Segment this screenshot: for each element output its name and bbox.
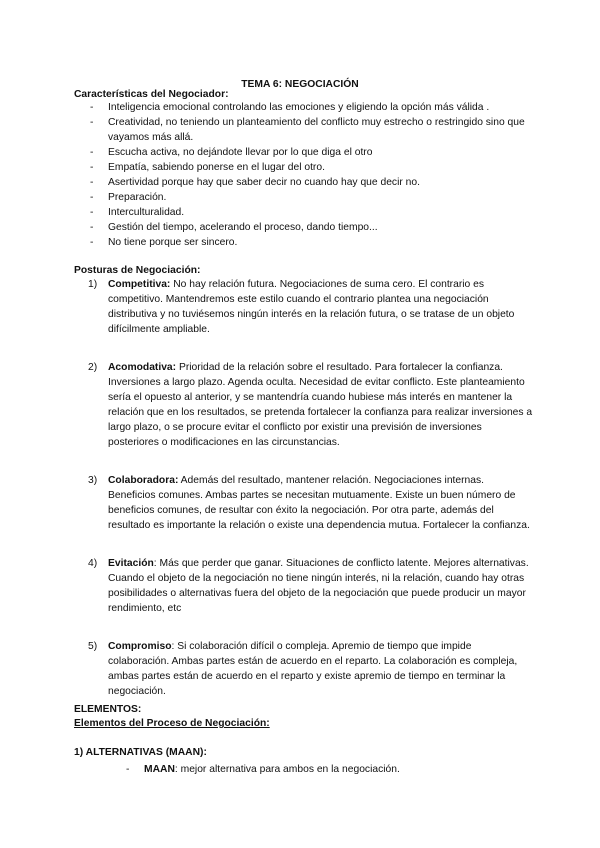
page-title: TEMA 6: NEGOCIACIÓN [241,79,359,90]
elementos-heading: ELEMENTOS: [74,704,142,715]
list-item: - No tiene porque ser sincero. [74,235,554,250]
posture-item [74,360,534,450]
maan-dash: - [126,764,130,775]
posture-label: Compromiso [108,641,172,652]
list-item: - Empatía, sabiendo ponerse en el lugar del otro. [74,160,554,175]
list-item: - Inteligencia emocional controlando las emociones y eligiendo la opción más válida . [74,100,554,115]
list-item: - Interculturalidad. [74,205,554,220]
posture-text: : Si colaboración difícil o compleja. Apremio de tiempo que impide colaboración. Ambas partes están de acuerdo en el reparto. La colaboración es compleja, ambas partes están de acuerdo en el reparto y existe apremio de tiempo en terminar la negociación. [108,641,518,697]
posture-label: Acomodativa: [108,362,177,373]
posture-number: 2) [88,362,98,373]
posture-text: Además del resultado, mantener relación. Negociaciones internas. Beneficios comunes. Ambas partes se necesitan mutuamente. Existe un buen número de beneficios comunes, de resultar con éxito la negociación. Por otra parte, además del resultado es importante la relación o existe una dependencia mutua. Fortalecer la confianza. [108,475,530,531]
posture-item [74,639,534,699]
posture-item [74,556,534,616]
list-item: - Creatividad, no teniendo un planteamiento del conflicto muy estrecho o restringido sino que vayamos más allá. [74,115,554,145]
posture-label: Competitiva: [108,279,171,290]
maan-label: MAAN [144,764,175,775]
caracteristicas-heading: Características del Negociador: [74,89,229,100]
posture-label: Colaboradora: [108,475,179,486]
list-item: - Preparación. [74,190,554,205]
posture-number: 3) [88,475,98,486]
posture-text: : Más que perder que ganar. Situaciones de conflicto latente. Mejores alternativas. Cuando el objeto de la negociación no tiene ningún interés, ni la relación, cuando hay otras posibilidades o alternativas fuera del objeto de la negociación que puede producir un mayor rendimiento, etc [108,558,529,614]
posture-number: 1) [88,279,98,290]
caracteristicas-list [74,100,554,250]
posture-number: 5) [88,641,98,652]
list-item: - Gestión del tiempo, acelerando el proceso, dando tiempo... [74,220,554,235]
list-item: - Escucha activa, no dejándote llevar por lo que diga el otro [74,145,554,160]
posture-item [74,473,534,533]
maan-text: : mejor alternativa para ambos en la negociación. [174,764,400,775]
posturas-list [74,277,534,699]
posturas-heading: Posturas de Negociación: [74,265,201,276]
alternativas-heading: 1) ALTERNATIVAS (MAAN): [74,747,207,758]
posture-item [74,277,534,337]
posture-text: Prioridad de la relación sobre el resultado. Para fortalecer la confianza. Inversiones a largo plazo. Agenda oculta. Necesidad de evitar conflicto. Este planteamiento sería el opuesto al anterior, y se mantendría cuando hubiese más interés en mantener la relación que en los resultados, se pretenda fortalecer la confianza para realizar inversiones a largo plazo, o se procure evitar el conflicto por existir una previsión de inversiones posteriores o modificaciones en las circunstancias. [108,362,533,448]
posture-label: Evitación [108,558,154,569]
posture-text: No hay relación futura. Negociaciones de suma cero. El contrario es competitivo. Mantendremos este estilo cuando el contrario plantea una negociación distributiva y no tuviésemos ningún interés en la relación futura, o se tratase de un objeto difícilmente ampliable. [108,279,515,335]
list-item: - Asertividad porque hay que saber decir no cuando hay que decir no. [74,175,554,190]
posture-number: 4) [88,558,98,569]
elementos-subheading: Elementos del Proceso de Negociación: [74,718,270,729]
